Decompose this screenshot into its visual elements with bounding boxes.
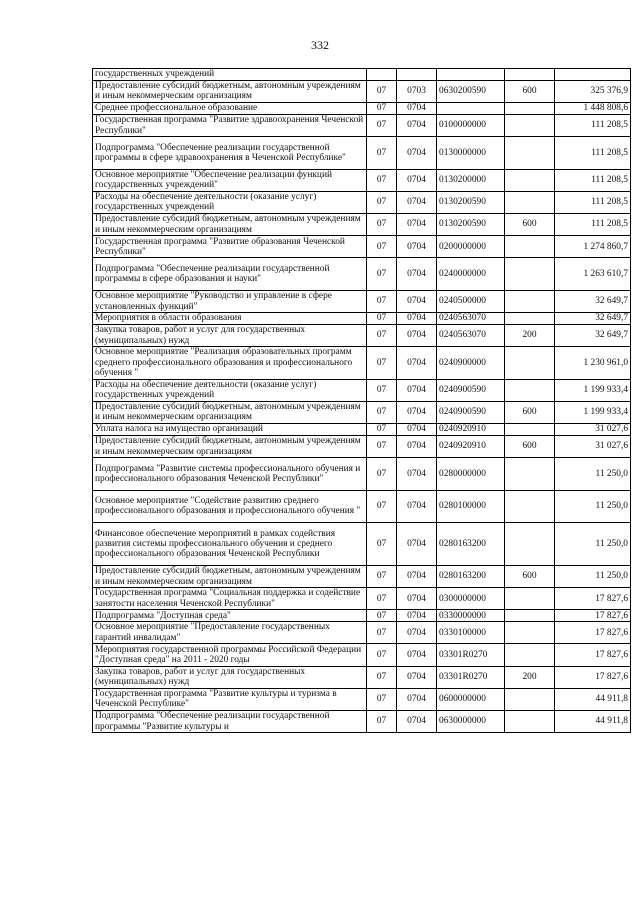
page-number: 332: [311, 38, 329, 52]
expense-type-cell: [505, 458, 555, 491]
row-name-cell: государственных учреждений: [93, 69, 367, 81]
row-name-cell: Подпрограмма "Обеспечение реализации государственной программы в сфере образования и науки": [93, 258, 367, 291]
section-code-cell: 07: [367, 424, 397, 436]
table-row: [93, 490, 631, 523]
table-row: [93, 688, 631, 710]
table-row: [93, 137, 631, 170]
section-code-cell: 07: [367, 214, 397, 236]
amount-cell: 1 263 610,7: [555, 258, 631, 291]
amount-cell: 44 911,8: [555, 710, 631, 732]
target-article-cell: 0330000000: [437, 610, 505, 622]
table-body: [93, 69, 631, 733]
amount-cell: 1 199 933,4: [555, 379, 631, 401]
amount-cell: 17 827,6: [555, 622, 631, 644]
section-code-cell: 07: [367, 137, 397, 170]
row-name-cell: Финансовое обеспечение мероприятий в рамках содействия развития системы профессионального обучения и среднего профессионального образования Чеченской Республики: [93, 523, 367, 566]
amount-cell: 17 827,6: [555, 610, 631, 622]
table-row: [93, 435, 631, 457]
section-code-cell: 07: [367, 490, 397, 523]
section-code-cell: 07: [367, 103, 397, 115]
amount-cell: 1 274 860,7: [555, 236, 631, 258]
expense-type-cell: 600: [505, 214, 555, 236]
row-name-cell: Государственная программа "Развитие образования Чеченской Республики": [93, 236, 367, 258]
section-code-cell: 07: [367, 622, 397, 644]
table-row: [93, 710, 631, 732]
target-article-cell: 0300000000: [437, 588, 505, 610]
target-article-cell: 0240900590: [437, 401, 505, 423]
table-row: [93, 644, 631, 666]
table-row: [93, 80, 631, 102]
table-row: [93, 169, 631, 191]
row-name-cell: Подпрограмма "Обеспечение реализации государственной программы в сфере здравоохранения в Чеченской Республике": [93, 137, 367, 170]
expense-type-cell: 600: [505, 565, 555, 587]
subsection-code-cell: 0704: [397, 644, 437, 666]
subsection-code-cell: 0704: [397, 214, 437, 236]
target-article-cell: [437, 69, 505, 81]
target-article-cell: 0240563070: [437, 313, 505, 325]
amount-cell: 111 208,5: [555, 169, 631, 191]
target-article-cell: 0130000000: [437, 137, 505, 170]
target-article-cell: [437, 103, 505, 115]
expense-type-cell: [505, 169, 555, 191]
row-name-cell: Предоставление субсидий бюджетным, автономным учреждениям и иным некоммерческим организациям: [93, 565, 367, 587]
target-article-cell: 0240000000: [437, 258, 505, 291]
section-code-cell: 07: [367, 114, 397, 136]
target-article-cell: 0240900000: [437, 347, 505, 380]
target-article-cell: 0600000000: [437, 688, 505, 710]
table-row: [93, 191, 631, 213]
subsection-code-cell: 0703: [397, 80, 437, 102]
amount-cell: 1 230 961,0: [555, 347, 631, 380]
table-row: [93, 622, 631, 644]
row-name-cell: Закупка товаров, работ и услуг для государственных (муниципальных) нужд: [93, 666, 367, 688]
table-row: [93, 458, 631, 491]
row-name-cell: Закупка товаров, работ и услуг для государственных (муниципальных) нужд: [93, 324, 367, 346]
row-name-cell: Предоставление субсидий бюджетным, автономным учреждениям и иным некоммерческим организациям: [93, 435, 367, 457]
target-article-cell: 0280163200: [437, 523, 505, 566]
expense-type-cell: 600: [505, 435, 555, 457]
amount-cell: 17 827,6: [555, 588, 631, 610]
row-name-cell: Подпрограмма "Доступная среда": [93, 610, 367, 622]
target-article-cell: 0130200590: [437, 214, 505, 236]
section-code-cell: 07: [367, 458, 397, 491]
subsection-code-cell: 0704: [397, 290, 437, 312]
amount-cell: 111 208,5: [555, 137, 631, 170]
amount-cell: 1 199 933,4: [555, 401, 631, 423]
table-row: [93, 236, 631, 258]
row-name-cell: Государственная программа "Социальная поддержка и содействие занятости населения Чеченской Республики": [93, 588, 367, 610]
table-row: [93, 523, 631, 566]
row-name-cell: Государственная программа "Развитие культуры и туризма в Чеченской Республике": [93, 688, 367, 710]
table-row: [93, 588, 631, 610]
subsection-code-cell: 0704: [397, 379, 437, 401]
row-name-cell: Мероприятия государственной программы Российской Федерации "Доступная среда" на 2011 - 2020 годы: [93, 644, 367, 666]
table-row: [93, 214, 631, 236]
section-code-cell: 07: [367, 610, 397, 622]
amount-cell: 325 376,9: [555, 80, 631, 102]
section-code-cell: 07: [367, 710, 397, 732]
expense-type-cell: [505, 379, 555, 401]
section-code-cell: 07: [367, 644, 397, 666]
section-code-cell: 07: [367, 236, 397, 258]
expense-type-cell: 200: [505, 666, 555, 688]
subsection-code-cell: 0704: [397, 710, 437, 732]
expense-type-cell: [505, 688, 555, 710]
target-article-cell: 0330100000: [437, 622, 505, 644]
budget-table: [92, 68, 631, 733]
target-article-cell: 0200000000: [437, 236, 505, 258]
section-code-cell: 07: [367, 666, 397, 688]
table-row: [93, 103, 631, 115]
subsection-code-cell: 0704: [397, 347, 437, 380]
section-code-cell: 07: [367, 324, 397, 346]
table-row: [93, 313, 631, 325]
table-row: [93, 114, 631, 136]
target-article-cell: 0100000000: [437, 114, 505, 136]
subsection-code-cell: 0704: [397, 191, 437, 213]
amount-cell: 111 208,5: [555, 191, 631, 213]
table-row: [93, 666, 631, 688]
expense-type-cell: [505, 114, 555, 136]
section-code-cell: 07: [367, 565, 397, 587]
expense-type-cell: 600: [505, 401, 555, 423]
row-name-cell: Подпрограмма "Обеспечение реализации государственной программы "Развитие культуры и: [93, 710, 367, 732]
amount-cell: 32 649,7: [555, 290, 631, 312]
target-article-cell: 0630200590: [437, 80, 505, 102]
section-code-cell: 07: [367, 588, 397, 610]
amount-cell: 111 208,5: [555, 114, 631, 136]
target-article-cell: 0240920910: [437, 424, 505, 436]
row-name-cell: Предоставление субсидий бюджетным, автономным учреждениям и иным некоммерческим организациям: [93, 214, 367, 236]
section-code-cell: 07: [367, 80, 397, 102]
section-code-cell: 07: [367, 347, 397, 380]
table-row: [93, 258, 631, 291]
row-name-cell: Предоставление субсидий бюджетным, автономным учреждениям и иным некоммерческим организациям: [93, 401, 367, 423]
row-name-cell: Основное мероприятие "Содействие развитию среднего профессионального образования и профессионального обучения ": [93, 490, 367, 523]
section-code-cell: 07: [367, 523, 397, 566]
subsection-code-cell: 0704: [397, 258, 437, 291]
target-article-cell: 0130200000: [437, 169, 505, 191]
expense-type-cell: [505, 313, 555, 325]
row-name-cell: Предоставление субсидий бюджетным, автономным учреждениям и иным некоммерческим организациям: [93, 80, 367, 102]
amount-cell: 32 649,7: [555, 313, 631, 325]
subsection-code-cell: 0704: [397, 622, 437, 644]
subsection-code-cell: 0704: [397, 137, 437, 170]
amount-cell: 11 250,0: [555, 490, 631, 523]
expense-type-cell: 200: [505, 324, 555, 346]
row-name-cell: Расходы на обеспечение деятельности (оказание услуг) государственных учреждений: [93, 191, 367, 213]
table-row: [93, 290, 631, 312]
row-name-cell: Основное мероприятие "Руководство и управление в сфере установленных функций": [93, 290, 367, 312]
expense-type-cell: 600: [505, 80, 555, 102]
amount-cell: 31 027,6: [555, 435, 631, 457]
expense-type-cell: [505, 236, 555, 258]
amount-cell: 17 827,6: [555, 666, 631, 688]
subsection-code-cell: [397, 69, 437, 81]
subsection-code-cell: 0704: [397, 588, 437, 610]
target-article-cell: 03301R0270: [437, 644, 505, 666]
subsection-code-cell: 0704: [397, 490, 437, 523]
amount-cell: 11 250,0: [555, 458, 631, 491]
table-row: [93, 324, 631, 346]
table-row: [93, 379, 631, 401]
section-code-cell: 07: [367, 191, 397, 213]
amount-cell: 11 250,0: [555, 523, 631, 566]
section-code-cell: 07: [367, 290, 397, 312]
expense-type-cell: [505, 103, 555, 115]
subsection-code-cell: 0704: [397, 169, 437, 191]
table-row: [93, 347, 631, 380]
section-code-cell: 07: [367, 258, 397, 291]
section-code-cell: 07: [367, 379, 397, 401]
row-name-cell: Государственная программа "Развитие здравоохранения Чеченской Республики": [93, 114, 367, 136]
expense-type-cell: [505, 424, 555, 436]
target-article-cell: 0240920910: [437, 435, 505, 457]
section-code-cell: 07: [367, 313, 397, 325]
table-row: [93, 424, 631, 436]
subsection-code-cell: 0704: [397, 313, 437, 325]
row-name-cell: Среднее профессиональное образование: [93, 103, 367, 115]
amount-cell: 32 649,7: [555, 324, 631, 346]
target-article-cell: 0280100000: [437, 490, 505, 523]
table-row: [93, 565, 631, 587]
row-name-cell: Уплата налога на имущество организаций: [93, 424, 367, 436]
row-name-cell: Мероприятия в области образования: [93, 313, 367, 325]
target-article-cell: 0630000000: [437, 710, 505, 732]
subsection-code-cell: 0704: [397, 103, 437, 115]
subsection-code-cell: 0704: [397, 458, 437, 491]
amount-cell: [555, 69, 631, 81]
target-article-cell: 03301R0270: [437, 666, 505, 688]
row-name-cell: Расходы на обеспечение деятельности (оказание услуг) государственных учреждений: [93, 379, 367, 401]
target-article-cell: 0130200590: [437, 191, 505, 213]
amount-cell: 17 827,6: [555, 644, 631, 666]
subsection-code-cell: 0704: [397, 666, 437, 688]
expense-type-cell: [505, 191, 555, 213]
subsection-code-cell: 0704: [397, 610, 437, 622]
section-code-cell: 07: [367, 401, 397, 423]
section-code-cell: [367, 69, 397, 81]
expense-type-cell: [505, 588, 555, 610]
row-name-cell: Основное мероприятие "Обеспечение реализации функций государственных учреждений": [93, 169, 367, 191]
section-code-cell: 07: [367, 435, 397, 457]
section-code-cell: 07: [367, 688, 397, 710]
subsection-code-cell: 0704: [397, 424, 437, 436]
subsection-code-cell: 0704: [397, 688, 437, 710]
table-row: [93, 610, 631, 622]
subsection-code-cell: 0704: [397, 565, 437, 587]
target-article-cell: 0240563070: [437, 324, 505, 346]
row-name-cell: Подпрограмма "Развитие системы профессионального обучения и профессионального образования Чеченской Республики": [93, 458, 367, 491]
subsection-code-cell: 0704: [397, 236, 437, 258]
table-row: [93, 69, 631, 81]
expense-type-cell: [505, 347, 555, 380]
row-name-cell: Основное мероприятие "Предоставление государственных гарантий инвалидам": [93, 622, 367, 644]
amount-cell: 11 250,0: [555, 565, 631, 587]
amount-cell: 111 208,5: [555, 214, 631, 236]
expense-type-cell: [505, 290, 555, 312]
expense-type-cell: [505, 490, 555, 523]
expense-type-cell: [505, 610, 555, 622]
amount-cell: 1 448 808,6: [555, 103, 631, 115]
table-row: [93, 401, 631, 423]
subsection-code-cell: 0704: [397, 401, 437, 423]
expense-type-cell: [505, 69, 555, 81]
section-code-cell: 07: [367, 169, 397, 191]
subsection-code-cell: 0704: [397, 324, 437, 346]
expense-type-cell: [505, 622, 555, 644]
subsection-code-cell: 0704: [397, 523, 437, 566]
subsection-code-cell: 0704: [397, 114, 437, 136]
amount-cell: 44 911,8: [555, 688, 631, 710]
expense-type-cell: [505, 258, 555, 291]
target-article-cell: 0240500000: [437, 290, 505, 312]
amount-cell: 31 027,6: [555, 424, 631, 436]
target-article-cell: 0280000000: [437, 458, 505, 491]
expense-type-cell: [505, 710, 555, 732]
target-article-cell: 0240900590: [437, 379, 505, 401]
expense-type-cell: [505, 523, 555, 566]
subsection-code-cell: 0704: [397, 435, 437, 457]
expense-type-cell: [505, 644, 555, 666]
target-article-cell: 0280163200: [437, 565, 505, 587]
expense-type-cell: [505, 137, 555, 170]
row-name-cell: Основное мероприятие "Реализация образовательных программ среднего профессионального образования и профессионального обучения ": [93, 347, 367, 380]
